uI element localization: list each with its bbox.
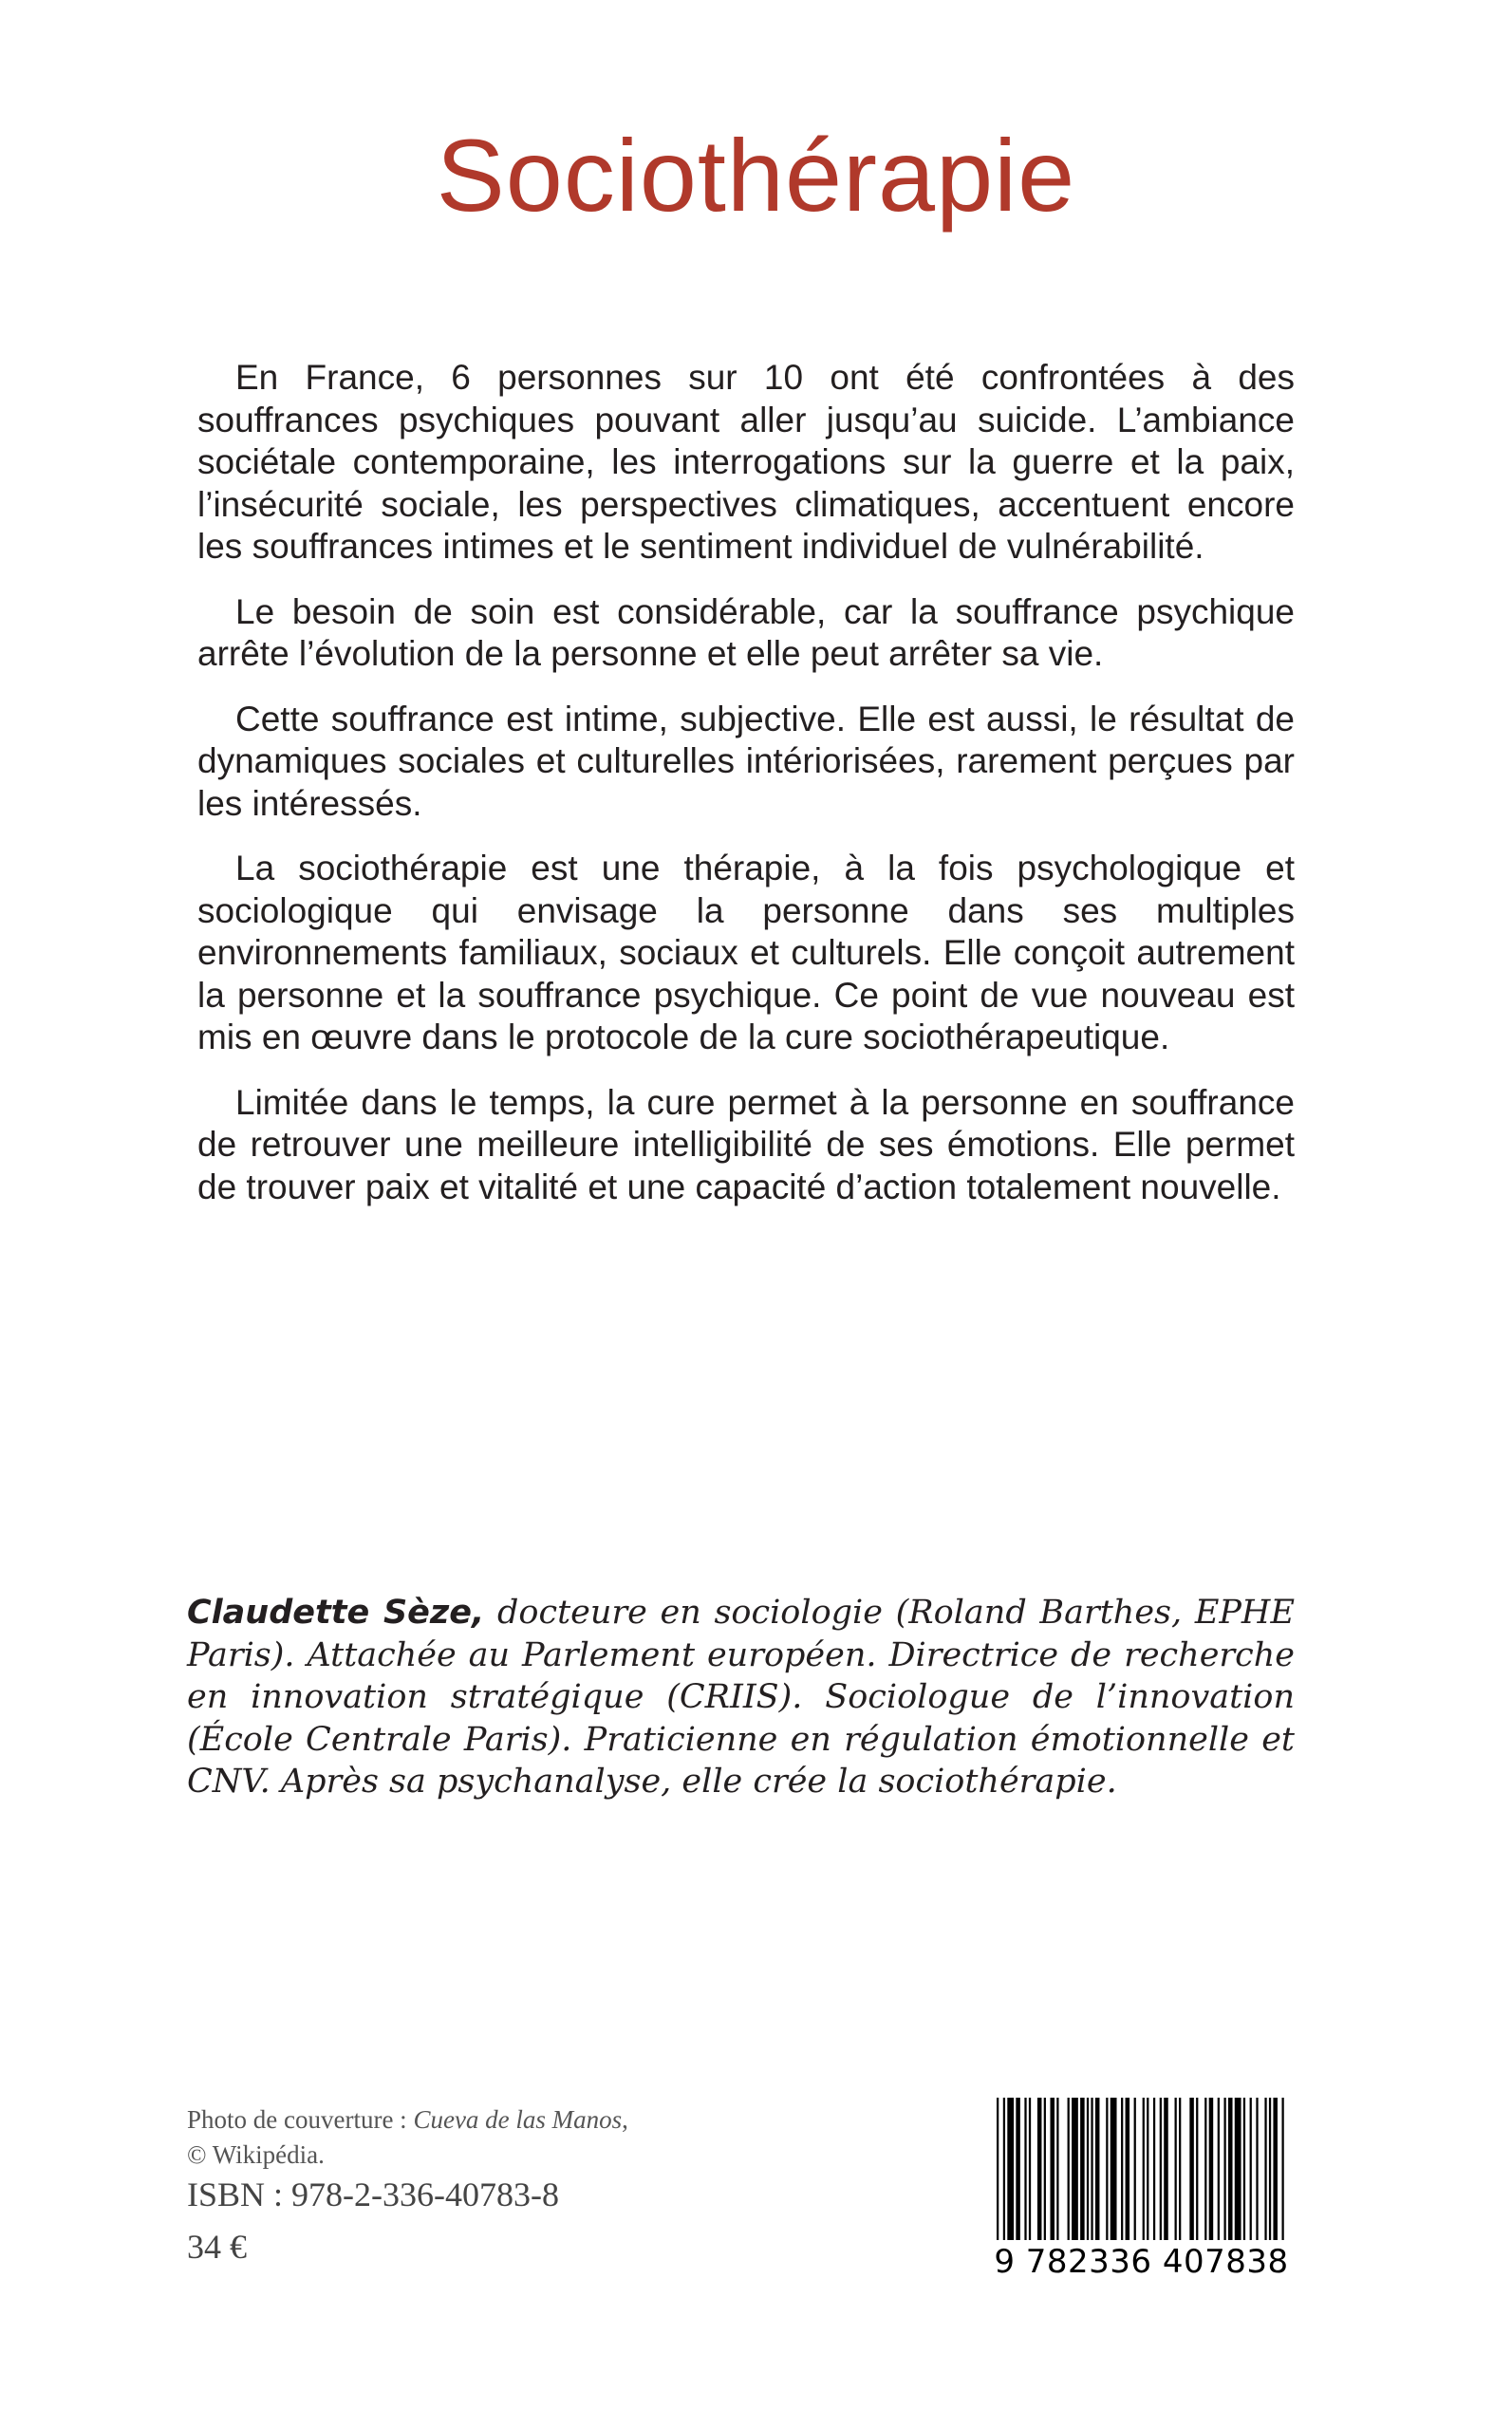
barcode-bar: [1106, 2098, 1108, 2242]
barcode-bar: [1281, 2098, 1283, 2242]
barcode: [987, 2098, 1296, 2285]
barcode-bar: [1007, 2098, 1014, 2242]
barcode-bar: [1037, 2098, 1042, 2242]
barcode-bar: [1003, 2098, 1005, 2242]
barcode-bar: [1050, 2098, 1055, 2242]
blurb-paragraph: Limitée dans le temps, la cure permet à la personne en souffrance de retrouver une meilleure intelligibilité de ses émotions. Elle permet de trouver paix et vitalité et une capacité d’action totalement nouvelle.: [197, 1082, 1295, 1206]
barcode-bar: [1228, 2098, 1233, 2242]
blurb-paragraph: La sociothérapie est une thérapie, à la fois psychologique et sociologique qui envisage la personne dans ses multiples environnements familiaux, sociaux et culturels. Elle conçoit autrement la personne et la souffrance psychique. Ce point de vue nouveau est mis en œuvre dans le protocole de la cure sociothérapeutique.: [197, 849, 1295, 1056]
barcode-bar: [1179, 2098, 1181, 2242]
barcode-bar: [1029, 2098, 1031, 2242]
barcode-bar: [997, 2098, 999, 2242]
barcode-bar: [1080, 2098, 1085, 2242]
barcode-bar: [1164, 2098, 1168, 2242]
barcode-bar: [1153, 2098, 1155, 2242]
barcode-bar: [1160, 2098, 1162, 2242]
price: 34 €: [187, 2228, 247, 2266]
barcode-bar: [1087, 2098, 1089, 2242]
barcode-bar: [1250, 2098, 1252, 2242]
barcode-bar: [1189, 2098, 1194, 2242]
blurb-paragraph: Cette souffrance est intime, subjective. Elle est aussi, le résultat de dynamiques sociales et culturelles intériorisées, rarement perçues par les intéressés.: [197, 699, 1295, 823]
barcode-bar: [1218, 2098, 1220, 2242]
barcode-bar: [1016, 2098, 1020, 2242]
barcode-digits: 9 782336 407838: [987, 2240, 1296, 2285]
barcode-bar: [1111, 2098, 1117, 2242]
photo-credit-suffix: ,: [622, 2105, 628, 2134]
barcode-bar: [1264, 2098, 1266, 2242]
barcode-bar: [1143, 2098, 1145, 2242]
blurb: [197, 357, 1295, 1231]
barcode-bar: [1126, 2098, 1130, 2242]
isbn: ISBN : 978-2-336-40783-8: [187, 2176, 559, 2213]
barcode-bar: [1072, 2098, 1078, 2242]
photo-credit: [187, 2102, 851, 2173]
barcode-bar: [1068, 2098, 1070, 2242]
barcode-bar: [1134, 2098, 1136, 2242]
barcode-bar: [1091, 2098, 1092, 2242]
barcode-bar: [1121, 2098, 1123, 2242]
author-bio-text: docteure en sociologie (Roland Barthes, EPHE Paris). Attachée au Parlement européen. Directrice de recherche en innovation stratégique (CRIIS). Sociologue de l’innovation (École Centrale Paris). Praticienne en régulation émotionnelle et CNV. Après sa psychanalyse, elle crée la sociothérapie.: [187, 1594, 1295, 1801]
barcode-bar: [1044, 2098, 1046, 2242]
barcode-bar: [1273, 2098, 1278, 2242]
barcode-bar: [1175, 2098, 1177, 2242]
photo-credit-source: © Wikipédia.: [187, 2140, 325, 2169]
photo-credit-prefix: Photo de couverture :: [187, 2105, 414, 2134]
blurb-paragraph: Le besoin de soin est considérable, car la souffrance psychique arrête l’évolution de la personne et elle peut arrêter sa vie.: [197, 591, 1295, 673]
barcode-bar: [1196, 2098, 1198, 2242]
barcode-bar: [1223, 2098, 1225, 2242]
barcode-bar: [1095, 2098, 1100, 2242]
barcode-bar: [1235, 2098, 1241, 2242]
barcode-bar: [1147, 2098, 1148, 2242]
barcode-bar: [1209, 2098, 1214, 2242]
barcode-bar: [1269, 2098, 1271, 2242]
barcode-bar: [1056, 2098, 1058, 2242]
barcode-bar: [1204, 2098, 1206, 2242]
photo-credit-line: [187, 2102, 851, 2138]
author-bio: [187, 1592, 1295, 1803]
blurb-paragraph: En France, 6 personnes sur 10 ont été confrontées à des souffrances psychiques pouvant aller jusqu’au suicide. L’ambiance sociétale contemporaine, les interrogations sur la guerre et la paix, l’insécurité sociale, les perspectives climatiques, accentuent encore les souffrances intimes et le sentiment individuel de vulnérabilité.: [197, 358, 1295, 566]
barcode-bar: [1243, 2098, 1245, 2242]
barcode-bar: [1024, 2098, 1026, 2242]
book-title: Sociothérapie: [436, 118, 1076, 233]
barcode-bar: [1256, 2098, 1258, 2242]
author-name: Claudette Sèze,: [187, 1594, 485, 1632]
photo-credit-work: Cueva de las Manos: [413, 2105, 623, 2134]
